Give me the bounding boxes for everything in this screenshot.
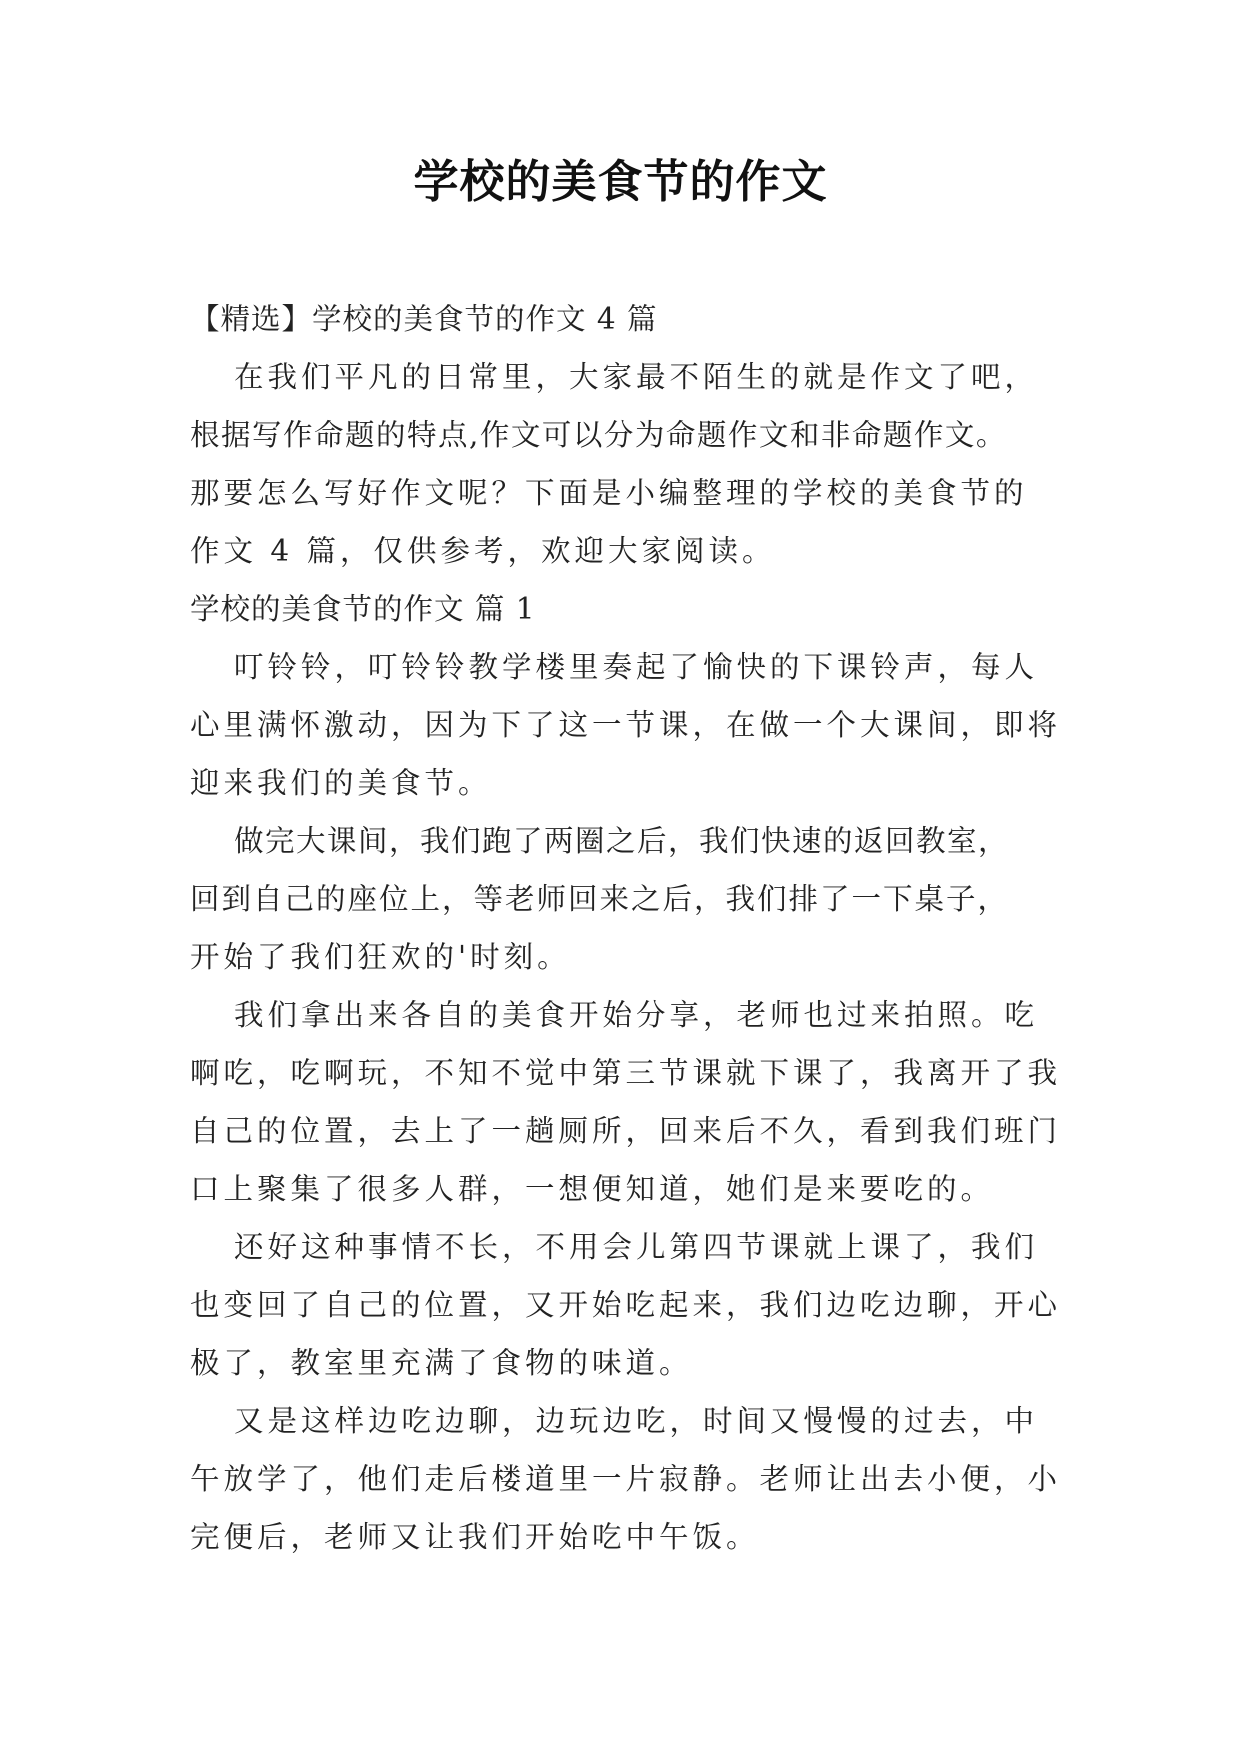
paragraph-4-line-3: 极了，教室里充满了食物的味道。 xyxy=(190,1346,693,1380)
paragraph-1-line-2: 心里满怀激动，因为下了这一节课，在做一个大课间，即将 xyxy=(190,708,1062,742)
paragraph-4-line-1: 还好这种事情不长，不用会儿第四节课就上课了，我们 xyxy=(234,1230,1039,1264)
paragraph-5-line-3: 完便后，老师又让我们开始吃中午饭。 xyxy=(190,1520,760,1554)
paragraph-3-line-2: 啊吃，吃啊玩，不知不觉中第三节课就下课了，我离开了我 xyxy=(190,1056,1062,1090)
document-title: 学校的美食节的作文 xyxy=(413,155,828,208)
paragraph-3-line-1: 我们拿出来各自的美食开始分享，老师也过来拍照。吃 xyxy=(234,998,1039,1032)
paragraph-2-line-3: 开始了我们狂欢的'时刻。 xyxy=(190,940,571,974)
paragraph-3-line-4: 口上聚集了很多人群，一想便知道，她们是来要吃的。 xyxy=(190,1172,995,1206)
section-heading: 学校的美食节的作文 篇 1 xyxy=(190,592,536,626)
paragraph-2-line-2: 回到自己的座位上，等老师回来之后，我们排了一下桌子， xyxy=(190,882,1010,916)
document-body xyxy=(190,290,1070,1566)
intro-line-2: 根据写作命题的特点,作文可以分为命题作文和非命题作文。 xyxy=(190,418,1007,452)
paragraph-4-line-2: 也变回了自己的位置，又开始吃起来，我们边吃边聊，开心 xyxy=(190,1288,1062,1322)
intro-line-4: 作文 4 篇，仅供参考，欢迎大家阅读。 xyxy=(190,534,776,568)
paragraph-5-line-1: 又是这样边吃边聊，边玩边吃，时间又慢慢的过去，中 xyxy=(234,1404,1039,1438)
paragraph-2-line-1: 做完大课间，我们跑了两圈之后，我们快速的返回教室， xyxy=(234,824,1010,858)
intro-line-1: 在我们平凡的日常里，大家最不陌生的就是作文了吧， xyxy=(234,360,1039,394)
paragraph-1-line-1: 叮铃铃，叮铃铃教学楼里奏起了愉快的下课铃声，每人 xyxy=(234,650,1039,684)
paragraph-3-line-3: 自己的位置，去上了一趟厕所，回来后不久，看到我们班门 xyxy=(190,1114,1062,1148)
intro-line-3: 那要怎么写好作文呢？下面是小编整理的学校的美食节的 xyxy=(190,476,1028,510)
paragraph-1-line-3: 迎来我们的美食节。 xyxy=(190,766,492,800)
paragraph-5-line-2: 午放学了，他们走后楼道里一片寂静。老师让出去小便，小 xyxy=(190,1462,1062,1496)
document-subtitle: 【精选】学校的美食节的作文 4 篇 xyxy=(190,302,658,336)
